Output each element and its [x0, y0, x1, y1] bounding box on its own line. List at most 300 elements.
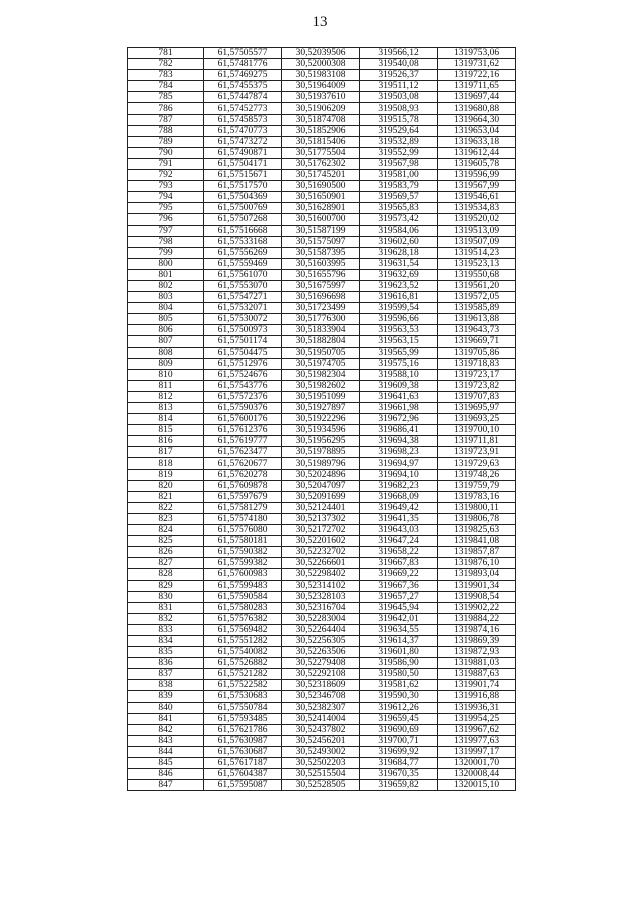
point-number-cell: 826 [128, 547, 204, 558]
y-coordinate-cell: 1319901,74 [438, 680, 516, 691]
y-coordinate-cell: 1319513,09 [438, 225, 516, 236]
table-row [128, 391, 516, 402]
longitude-cell: 30,51906209 [282, 103, 360, 114]
longitude-cell: 30,52264404 [282, 624, 360, 635]
latitude-cell: 61,57512976 [204, 358, 282, 369]
point-number-cell: 783 [128, 70, 204, 81]
y-coordinate-cell: 1319572,05 [438, 292, 516, 303]
longitude-cell: 30,51934596 [282, 425, 360, 436]
latitude-cell: 61,57504369 [204, 192, 282, 203]
table-row [128, 713, 516, 724]
y-coordinate-cell: 1319693,25 [438, 414, 516, 425]
point-number-cell: 827 [128, 558, 204, 569]
longitude-cell: 30,51650901 [282, 192, 360, 203]
table-row [128, 624, 516, 635]
y-coordinate-cell: 1319507,09 [438, 236, 516, 247]
latitude-cell: 61,57559469 [204, 258, 282, 269]
longitude-cell: 30,52263506 [282, 647, 360, 658]
latitude-cell: 61,57455375 [204, 81, 282, 92]
point-number-cell: 782 [128, 59, 204, 70]
point-number-cell: 810 [128, 369, 204, 380]
latitude-cell: 61,57526882 [204, 658, 282, 669]
longitude-cell: 30,52328103 [282, 591, 360, 602]
y-coordinate-cell: 1319523,13 [438, 258, 516, 269]
latitude-cell: 61,57553070 [204, 280, 282, 291]
x-coordinate-cell: 319658,22 [360, 547, 438, 558]
point-number-cell: 820 [128, 480, 204, 491]
longitude-cell: 30,51989796 [282, 458, 360, 469]
x-coordinate-cell: 319628,18 [360, 247, 438, 258]
latitude-cell: 61,57617187 [204, 758, 282, 769]
x-coordinate-cell: 319580,50 [360, 669, 438, 680]
longitude-cell: 30,51950705 [282, 347, 360, 358]
table-row [128, 114, 516, 125]
y-coordinate-cell: 1319977,63 [438, 735, 516, 746]
y-coordinate-cell: 1319806,78 [438, 513, 516, 524]
y-coordinate-cell: 1319887,63 [438, 669, 516, 680]
longitude-cell: 30,52414004 [282, 713, 360, 724]
latitude-cell: 61,57507268 [204, 214, 282, 225]
latitude-cell: 61,57458573 [204, 114, 282, 125]
table-row [128, 236, 516, 247]
latitude-cell: 61,57599382 [204, 558, 282, 569]
point-number-cell: 809 [128, 358, 204, 369]
point-number-cell: 847 [128, 780, 204, 791]
x-coordinate-cell: 319573,42 [360, 214, 438, 225]
x-coordinate-cell: 319647,24 [360, 536, 438, 547]
point-number-cell: 794 [128, 192, 204, 203]
longitude-cell: 30,52437802 [282, 724, 360, 735]
y-coordinate-cell: 1319633,18 [438, 136, 516, 147]
x-coordinate-cell: 319584,06 [360, 225, 438, 236]
x-coordinate-cell: 319599,54 [360, 303, 438, 314]
x-coordinate-cell: 319529,64 [360, 125, 438, 136]
y-coordinate-cell: 1319550,68 [438, 269, 516, 280]
point-number-cell: 808 [128, 347, 204, 358]
x-coordinate-cell: 319540,08 [360, 59, 438, 70]
y-coordinate-cell: 1319561,20 [438, 280, 516, 291]
table-row [128, 336, 516, 347]
longitude-cell: 30,51587199 [282, 225, 360, 236]
longitude-cell: 30,52292108 [282, 669, 360, 680]
y-coordinate-cell: 1319711,81 [438, 436, 516, 447]
table-row [128, 103, 516, 114]
y-coordinate-cell: 1319534,83 [438, 203, 516, 214]
point-number-cell: 804 [128, 303, 204, 314]
table-row [128, 247, 516, 258]
longitude-cell: 30,51833904 [282, 325, 360, 336]
point-number-cell: 800 [128, 258, 204, 269]
latitude-cell: 61,57551282 [204, 635, 282, 646]
table-row [128, 314, 516, 325]
latitude-cell: 61,57501174 [204, 336, 282, 347]
x-coordinate-cell: 319690,69 [360, 724, 438, 735]
table-row [128, 269, 516, 280]
table-row [128, 436, 516, 447]
y-coordinate-cell: 1319967,62 [438, 724, 516, 735]
table-row [128, 181, 516, 192]
point-number-cell: 805 [128, 314, 204, 325]
longitude-cell: 30,52232702 [282, 547, 360, 558]
x-coordinate-cell: 319659,45 [360, 713, 438, 724]
y-coordinate-cell: 1319546,61 [438, 192, 516, 203]
latitude-cell: 61,57504475 [204, 347, 282, 358]
y-coordinate-cell: 1319841,08 [438, 536, 516, 547]
longitude-cell: 30,51852906 [282, 125, 360, 136]
table-row [128, 458, 516, 469]
point-number-cell: 841 [128, 713, 204, 724]
longitude-cell: 30,51723499 [282, 303, 360, 314]
table-row [128, 491, 516, 502]
latitude-cell: 61,57574180 [204, 513, 282, 524]
x-coordinate-cell: 319515,78 [360, 114, 438, 125]
y-coordinate-cell: 1319653,04 [438, 125, 516, 136]
point-number-cell: 786 [128, 103, 204, 114]
table-row [128, 735, 516, 746]
table-row [128, 469, 516, 480]
y-coordinate-cell: 1319893,04 [438, 569, 516, 580]
table-row [128, 136, 516, 147]
y-coordinate-cell: 1319705,86 [438, 347, 516, 358]
x-coordinate-cell: 319526,37 [360, 70, 438, 81]
latitude-cell: 61,57630987 [204, 735, 282, 746]
point-number-cell: 819 [128, 469, 204, 480]
x-coordinate-cell: 319694,38 [360, 436, 438, 447]
x-coordinate-cell: 319667,83 [360, 558, 438, 569]
latitude-cell: 61,57447874 [204, 92, 282, 103]
latitude-cell: 61,57521282 [204, 669, 282, 680]
point-number-cell: 816 [128, 436, 204, 447]
point-number-cell: 821 [128, 491, 204, 502]
point-number-cell: 787 [128, 114, 204, 125]
point-number-cell: 818 [128, 458, 204, 469]
y-coordinate-cell: 1319605,78 [438, 158, 516, 169]
longitude-cell: 30,52502203 [282, 758, 360, 769]
longitude-cell: 30,51951099 [282, 391, 360, 402]
latitude-cell: 61,57505577 [204, 48, 282, 59]
x-coordinate-cell: 319667,36 [360, 580, 438, 591]
latitude-cell: 61,57517570 [204, 181, 282, 192]
point-number-cell: 846 [128, 769, 204, 780]
point-number-cell: 823 [128, 513, 204, 524]
longitude-cell: 30,51982304 [282, 369, 360, 380]
longitude-cell: 30,52201602 [282, 536, 360, 547]
latitude-cell: 61,57490871 [204, 147, 282, 158]
latitude-cell: 61,57620278 [204, 469, 282, 480]
x-coordinate-cell: 319567,98 [360, 158, 438, 169]
table-row [128, 214, 516, 225]
x-coordinate-cell: 319601,80 [360, 647, 438, 658]
y-coordinate-cell: 1319669,71 [438, 336, 516, 347]
table-row [128, 147, 516, 158]
table-row [128, 369, 516, 380]
longitude-cell: 30,51874708 [282, 114, 360, 125]
latitude-cell: 61,57515671 [204, 170, 282, 181]
x-coordinate-cell: 319684,77 [360, 758, 438, 769]
latitude-cell: 61,57481776 [204, 59, 282, 70]
point-number-cell: 835 [128, 647, 204, 658]
latitude-cell: 61,57530683 [204, 691, 282, 702]
longitude-cell: 30,51927897 [282, 403, 360, 414]
y-coordinate-cell: 1319874,16 [438, 624, 516, 635]
point-number-cell: 840 [128, 702, 204, 713]
point-number-cell: 839 [128, 691, 204, 702]
y-coordinate-cell: 1319954,25 [438, 713, 516, 724]
point-number-cell: 844 [128, 746, 204, 757]
point-number-cell: 822 [128, 502, 204, 513]
longitude-cell: 30,52382307 [282, 702, 360, 713]
y-coordinate-cell: 1319723,82 [438, 380, 516, 391]
table-row [128, 48, 516, 59]
x-coordinate-cell: 319686,41 [360, 425, 438, 436]
latitude-cell: 61,57612376 [204, 425, 282, 436]
point-number-cell: 825 [128, 536, 204, 547]
x-coordinate-cell: 319532,89 [360, 136, 438, 147]
latitude-cell: 61,57543776 [204, 380, 282, 391]
table-row [128, 170, 516, 181]
latitude-cell: 61,57580283 [204, 602, 282, 613]
longitude-cell: 30,51964009 [282, 81, 360, 92]
latitude-cell: 61,57530072 [204, 314, 282, 325]
y-coordinate-cell: 1319876,10 [438, 558, 516, 569]
point-number-cell: 843 [128, 735, 204, 746]
y-coordinate-cell: 1319901,34 [438, 580, 516, 591]
table-row [128, 613, 516, 624]
table-row [128, 669, 516, 680]
point-number-cell: 829 [128, 580, 204, 591]
x-coordinate-cell: 319602,60 [360, 236, 438, 247]
y-coordinate-cell: 1319700,10 [438, 425, 516, 436]
latitude-cell: 61,57572376 [204, 391, 282, 402]
y-coordinate-cell: 1319695,97 [438, 403, 516, 414]
longitude-cell: 30,52039506 [282, 48, 360, 59]
longitude-cell: 30,51922296 [282, 414, 360, 425]
y-coordinate-cell: 1319869,39 [438, 635, 516, 646]
table-row [128, 81, 516, 92]
longitude-cell: 30,51982602 [282, 380, 360, 391]
x-coordinate-cell: 319694,97 [360, 458, 438, 469]
latitude-cell: 61,57576080 [204, 525, 282, 536]
longitude-cell: 30,52172702 [282, 525, 360, 536]
latitude-cell: 61,57504171 [204, 158, 282, 169]
y-coordinate-cell: 1319783,16 [438, 491, 516, 502]
point-number-cell: 796 [128, 214, 204, 225]
table-row [128, 758, 516, 769]
table-row [128, 225, 516, 236]
x-coordinate-cell: 319569,57 [360, 192, 438, 203]
table-row [128, 303, 516, 314]
latitude-cell: 61,57593485 [204, 713, 282, 724]
point-number-cell: 793 [128, 181, 204, 192]
point-number-cell: 834 [128, 635, 204, 646]
x-coordinate-cell: 319700,71 [360, 735, 438, 746]
x-coordinate-cell: 319682,23 [360, 480, 438, 491]
x-coordinate-cell: 319661,98 [360, 403, 438, 414]
longitude-cell: 30,51983108 [282, 70, 360, 81]
coordinates-table [127, 47, 516, 791]
longitude-cell: 30,51745201 [282, 170, 360, 181]
latitude-cell: 61,57604387 [204, 769, 282, 780]
point-number-cell: 814 [128, 414, 204, 425]
longitude-cell: 30,51815406 [282, 136, 360, 147]
table-row [128, 380, 516, 391]
point-number-cell: 789 [128, 136, 204, 147]
x-coordinate-cell: 319694,10 [360, 469, 438, 480]
point-number-cell: 813 [128, 403, 204, 414]
point-number-cell: 837 [128, 669, 204, 680]
y-coordinate-cell: 1319711,65 [438, 81, 516, 92]
table-row [128, 347, 516, 358]
longitude-cell: 30,52318609 [282, 680, 360, 691]
longitude-cell: 30,52283004 [282, 613, 360, 624]
x-coordinate-cell: 319657,27 [360, 591, 438, 602]
point-number-cell: 832 [128, 613, 204, 624]
point-number-cell: 797 [128, 225, 204, 236]
table-row [128, 569, 516, 580]
table-row [128, 358, 516, 369]
y-coordinate-cell: 1319731,62 [438, 59, 516, 70]
latitude-cell: 61,57500769 [204, 203, 282, 214]
table-row [128, 780, 516, 791]
point-number-cell: 799 [128, 247, 204, 258]
x-coordinate-cell: 319699,92 [360, 746, 438, 757]
x-coordinate-cell: 319643,03 [360, 525, 438, 536]
point-number-cell: 842 [128, 724, 204, 735]
latitude-cell: 61,57623477 [204, 447, 282, 458]
latitude-cell: 61,57595087 [204, 780, 282, 791]
y-coordinate-cell: 1319729,63 [438, 458, 516, 469]
longitude-cell: 30,52515504 [282, 769, 360, 780]
longitude-cell: 30,52298402 [282, 569, 360, 580]
x-coordinate-cell: 319698,23 [360, 447, 438, 458]
table-row [128, 680, 516, 691]
y-coordinate-cell: 1320001,70 [438, 758, 516, 769]
x-coordinate-cell: 319641,63 [360, 391, 438, 402]
x-coordinate-cell: 319586,90 [360, 658, 438, 669]
y-coordinate-cell: 1319514,23 [438, 247, 516, 258]
table-row [128, 635, 516, 646]
latitude-cell: 61,57590382 [204, 547, 282, 558]
table-row [128, 591, 516, 602]
table-row [128, 769, 516, 780]
y-coordinate-cell: 1319520,02 [438, 214, 516, 225]
latitude-cell: 61,57600983 [204, 569, 282, 580]
point-number-cell: 836 [128, 658, 204, 669]
point-number-cell: 784 [128, 81, 204, 92]
latitude-cell: 61,57470773 [204, 125, 282, 136]
x-coordinate-cell: 319612,26 [360, 702, 438, 713]
x-coordinate-cell: 319672,96 [360, 414, 438, 425]
x-coordinate-cell: 319645,94 [360, 602, 438, 613]
latitude-cell: 61,57540082 [204, 647, 282, 658]
longitude-cell: 30,51690500 [282, 181, 360, 192]
x-coordinate-cell: 319634,55 [360, 624, 438, 635]
latitude-cell: 61,57581279 [204, 502, 282, 513]
point-number-cell: 798 [128, 236, 204, 247]
table-row [128, 658, 516, 669]
table-row [128, 536, 516, 547]
point-number-cell: 803 [128, 292, 204, 303]
y-coordinate-cell: 1319697,44 [438, 92, 516, 103]
longitude-cell: 30,52346708 [282, 691, 360, 702]
longitude-cell: 30,52047097 [282, 480, 360, 491]
latitude-cell: 61,57522582 [204, 680, 282, 691]
table-row [128, 602, 516, 613]
latitude-cell: 61,57599483 [204, 580, 282, 591]
x-coordinate-cell: 319632,69 [360, 269, 438, 280]
x-coordinate-cell: 319566,12 [360, 48, 438, 59]
longitude-cell: 30,51628901 [282, 203, 360, 214]
point-number-cell: 815 [128, 425, 204, 436]
table-row [128, 280, 516, 291]
longitude-cell: 30,51655796 [282, 269, 360, 280]
point-number-cell: 831 [128, 602, 204, 613]
latitude-cell: 61,57619777 [204, 436, 282, 447]
longitude-cell: 30,51978895 [282, 447, 360, 458]
point-number-cell: 828 [128, 569, 204, 580]
point-number-cell: 790 [128, 147, 204, 158]
y-coordinate-cell: 1319585,89 [438, 303, 516, 314]
latitude-cell: 61,57516668 [204, 225, 282, 236]
longitude-cell: 30,51600700 [282, 214, 360, 225]
latitude-cell: 61,57600176 [204, 414, 282, 425]
table-row [128, 547, 516, 558]
latitude-cell: 61,57561070 [204, 269, 282, 280]
longitude-cell: 30,52316704 [282, 602, 360, 613]
table-row [128, 525, 516, 536]
x-coordinate-cell: 319614,37 [360, 635, 438, 646]
longitude-cell: 30,52124401 [282, 502, 360, 513]
latitude-cell: 61,57473272 [204, 136, 282, 147]
x-coordinate-cell: 319609,38 [360, 380, 438, 391]
longitude-cell: 30,51956295 [282, 436, 360, 447]
table-row [128, 70, 516, 81]
y-coordinate-cell: 1319759,79 [438, 480, 516, 491]
table-row [128, 92, 516, 103]
table-row [128, 292, 516, 303]
x-coordinate-cell: 319563,53 [360, 325, 438, 336]
x-coordinate-cell: 319552,99 [360, 147, 438, 158]
point-number-cell: 795 [128, 203, 204, 214]
latitude-cell: 61,57547271 [204, 292, 282, 303]
table-row [128, 158, 516, 169]
x-coordinate-cell: 319623,52 [360, 280, 438, 291]
point-number-cell: 824 [128, 525, 204, 536]
x-coordinate-cell: 319588,10 [360, 369, 438, 380]
y-coordinate-cell: 1319908,54 [438, 591, 516, 602]
y-coordinate-cell: 1319707,83 [438, 391, 516, 402]
longitude-cell: 30,52493002 [282, 746, 360, 757]
longitude-cell: 30,52024896 [282, 469, 360, 480]
latitude-cell: 61,57580181 [204, 536, 282, 547]
longitude-cell: 30,52279408 [282, 658, 360, 669]
longitude-cell: 30,51974705 [282, 358, 360, 369]
latitude-cell: 61,57590376 [204, 403, 282, 414]
x-coordinate-cell: 319508,93 [360, 103, 438, 114]
table-row [128, 580, 516, 591]
table-row [128, 724, 516, 735]
x-coordinate-cell: 319641,35 [360, 513, 438, 524]
latitude-cell: 61,57621786 [204, 724, 282, 735]
x-coordinate-cell: 319668,09 [360, 491, 438, 502]
x-coordinate-cell: 319596,66 [360, 314, 438, 325]
table-row [128, 192, 516, 203]
y-coordinate-cell: 1319643,73 [438, 325, 516, 336]
y-coordinate-cell: 1319664,30 [438, 114, 516, 125]
point-number-cell: 788 [128, 125, 204, 136]
x-coordinate-cell: 319669,22 [360, 569, 438, 580]
longitude-cell: 30,51603995 [282, 258, 360, 269]
